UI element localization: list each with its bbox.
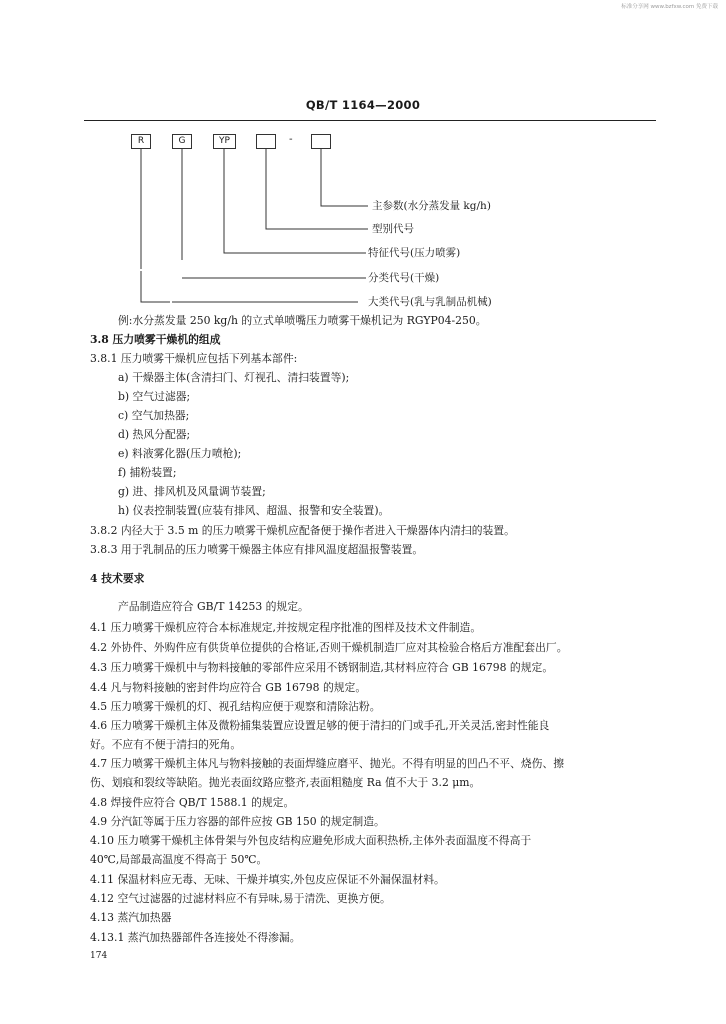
page-number: 174 [90, 951, 108, 961]
clause-4-7: 4.7 压力喷雾干燥机主体凡与物料接触的表面焊缝应磨平、抛光。不得有明显的凹凸不平、烧伤、擦 [90, 757, 565, 770]
clause-4-8: 4.8 焊接件应符合 QB/T 1588.1 的规定。 [90, 796, 295, 809]
list-item-b: b) 空气过滤器; [118, 390, 191, 403]
clause-3-8-3: 3.8.3 用于乳制品的压力喷雾干燥器主体应有排风温度超温报警装置。 [90, 543, 424, 556]
list-item-d: d) 热风分配器; [118, 428, 191, 441]
list-item-c: c) 空气加热器; [118, 409, 190, 422]
label-category-code: 大类代号(乳与乳制品机械) [368, 296, 492, 308]
code-diagram-lines [0, 0, 726, 330]
section-4-intro: 产品制造应符合 GB/T 14253 的规定。 [118, 600, 309, 613]
clause-4-13: 4.13 蒸汽加热器 [90, 911, 172, 924]
label-class-code: 分类代号(干燥) [368, 272, 440, 284]
clause-4-7-cont: 伤、划痕和裂纹等缺陷。抛光表面纹路应整齐,表面粗糙度 Ra 值不大于 3.2 μm。 [90, 776, 481, 789]
clause-4-1: 4.1 压力喷雾干燥机应符合本标准规定,并按规定程序批准的图样及技术文件制造。 [90, 621, 482, 634]
label-model-code: 型别代号 [372, 223, 414, 235]
clause-4-12: 4.12 空气过滤器的过滤材料应不有异味,易于清洗、更换方便。 [90, 892, 391, 905]
clause-3-8-2: 3.8.2 内径大于 3.5 m 的压力喷雾干燥机应配备便于操作者进入干燥器体内清扫的装置。 [90, 524, 515, 537]
clause-4-4: 4.4 凡与物料接触的密封件均应符合 GB 16798 的规定。 [90, 681, 367, 694]
clause-4-10-cont: 40℃,局部最高温度不得高于 50℃。 [90, 853, 268, 866]
list-item-a: a) 干燥器主体(含清扫门、灯视孔、清扫装置等); [118, 371, 350, 384]
clause-4-9: 4.9 分汽缸等属于压力容器的部件应按 GB 150 的规定制造。 [90, 815, 385, 828]
clause-4-11: 4.11 保温材料应无毒、无味、干燥并填实,外包皮应保证不外漏保温材料。 [90, 873, 445, 886]
clause-4-10: 4.10 压力喷雾干燥机主体骨架与外包皮结构应避免形成大面积热桥,主体外表面温度不得高于 [90, 834, 532, 847]
clause-4-13-1: 4.13.1 蒸汽加热器部件各连接处不得渗漏。 [90, 931, 301, 944]
code-box-yp: YP [213, 134, 236, 149]
watermark-text: 标准分享网 www.bzfxw.com 免费下载 [621, 4, 718, 10]
example-line: 例:水分蒸发量 250 kg/h 的立式单喷嘴压力喷雾干燥机记为 RGYP04-250。 [118, 314, 487, 327]
label-main-parameter: 主参数(水分蒸发量 kg/h) [372, 200, 491, 212]
code-dash: - [289, 134, 293, 145]
section-4-heading: 4 技术要求 [90, 572, 145, 585]
list-item-e: e) 料液雾化器(压力喷枪); [118, 447, 242, 460]
list-item-g: g) 进、排风机及风量调节装置; [118, 485, 266, 498]
code-box-g: G [172, 134, 192, 149]
clause-3-8: 3.8 压力喷雾干燥机的组成 [90, 333, 221, 346]
code-box-type [256, 134, 276, 149]
list-item-h: h) 仪表控制装置(应装有排风、超温、报警和安全装置)。 [118, 504, 390, 517]
clause-3-8-1: 3.8.1 压力喷雾干燥机应包括下列基本部件: [90, 352, 298, 365]
clause-4-5: 4.5 压力喷雾干燥机的灯、视孔结构应便于观察和清除沾粉。 [90, 700, 381, 713]
label-feature-code: 特征代号(压力喷雾) [368, 247, 461, 259]
standard-code-header: QB/T 1164—2000 [305, 98, 421, 112]
code-box-param [311, 134, 331, 149]
clause-4-3: 4.3 压力喷雾干燥机中与物料接触的零部件应采用不锈钢制造,其材料应符合 GB 16798 的规定。 [90, 661, 554, 674]
code-box-r: R [131, 134, 151, 149]
clause-4-2: 4.2 外协件、外购件应有供货单位提供的合格证,否则干燥机制造厂应对其检验合格后方准配套出厂。 [90, 641, 568, 654]
clause-4-6-cont: 好。不应有不便于清扫的死角。 [90, 738, 242, 751]
clause-4-6: 4.6 压力喷雾干燥机主体及微粉捕集装置应设置足够的便于清扫的门或手孔,开关灵活,密封性能良 [90, 719, 550, 732]
list-item-f: f) 捕粉装置; [118, 466, 177, 479]
header-rule [84, 120, 656, 121]
